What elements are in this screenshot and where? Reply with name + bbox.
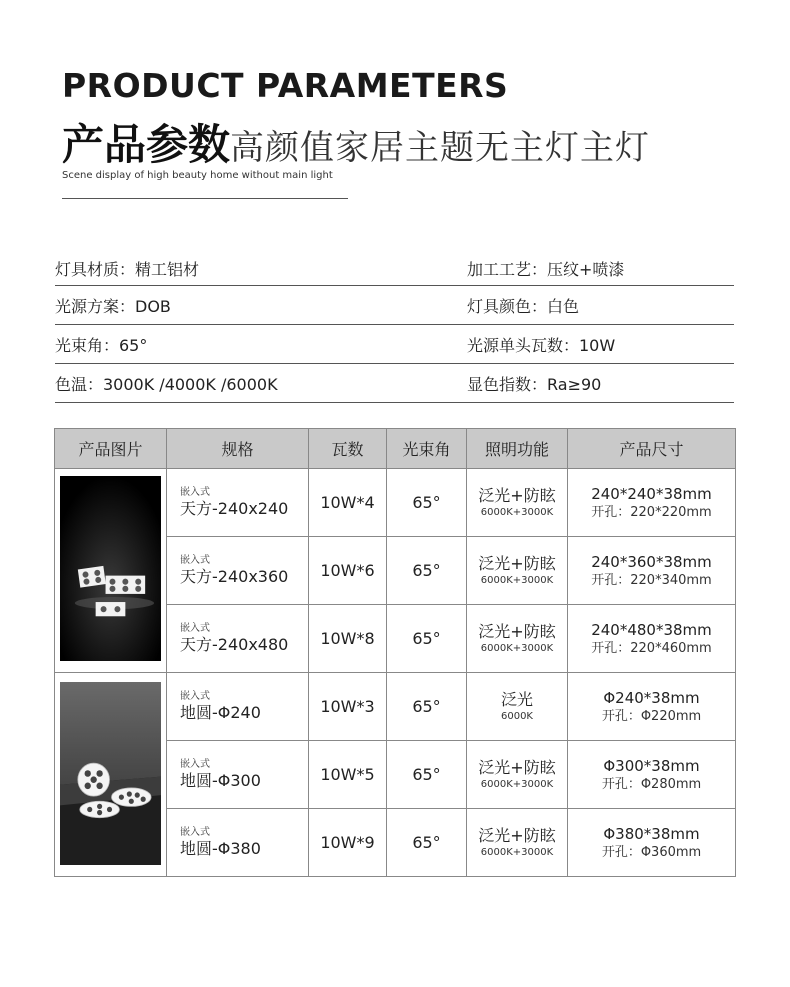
product-size: Φ380*38mm — [603, 824, 700, 843]
model-name: 天方-240x360 — [180, 566, 289, 586]
watt-cell: 10W*4 — [309, 469, 387, 537]
function-cct: 6000K — [500, 710, 533, 722]
spec-beam-angle: 光束角：65° — [55, 335, 148, 355]
spec-cri: 显色指数：Ra≥90 — [467, 374, 602, 394]
size-cell — [568, 605, 736, 673]
function-cct: 6000K+3000K — [480, 574, 554, 586]
header-function: 照明功能 — [467, 429, 568, 469]
size-cell — [568, 741, 736, 809]
spec-wattage: 光源单头瓦数：10W — [467, 335, 616, 355]
angle-cell: 65° — [387, 537, 467, 605]
spec-cct: 色温：3000K /4000K /6000K — [55, 374, 278, 394]
spec-cell — [167, 537, 309, 605]
table-row — [55, 469, 736, 537]
product-image-round — [55, 673, 167, 877]
product-image-square — [55, 469, 167, 673]
spec-process: 加工工艺：压纹+喷漆 — [467, 260, 625, 279]
size-cell — [568, 469, 736, 537]
spec-material: 灯具材质：精工铝材 — [55, 260, 200, 279]
function-name: 泛光+防眩 — [478, 621, 556, 641]
cutout-size: 开孔：Φ220mm — [601, 708, 702, 724]
model-name: 地圆-Φ240 — [180, 702, 261, 722]
function-cell — [467, 673, 568, 741]
function-name: 泛光+防眩 — [478, 485, 556, 505]
header-spec: 规格 — [167, 429, 309, 469]
spec-cell — [167, 605, 309, 673]
cutout-size: 开孔：Φ280mm — [601, 776, 702, 792]
product-size: Φ240*38mm — [603, 688, 700, 707]
install-type: 嵌入式 — [180, 758, 210, 770]
product-size: 240*240*38mm — [591, 484, 712, 503]
table-header-row — [55, 429, 736, 469]
spec-row — [55, 364, 734, 403]
model-name: 天方-240x240 — [180, 498, 289, 518]
watt-cell: 10W*3 — [309, 673, 387, 741]
header-watt: 瓦数 — [309, 429, 387, 469]
spec-light-source: 光源方案：DOB — [55, 296, 171, 316]
function-name: 泛光+防眩 — [478, 757, 556, 777]
header-angle: 光束角 — [387, 429, 467, 469]
spec-list — [55, 252, 734, 403]
title-chinese-light: 高颜值家居主题无主灯主灯 — [230, 128, 651, 168]
function-cell — [467, 605, 568, 673]
spec-row — [55, 252, 734, 286]
function-cell — [467, 809, 568, 877]
watt-cell: 10W*9 — [309, 809, 387, 877]
spec-cell — [167, 809, 309, 877]
install-type: 嵌入式 — [180, 690, 210, 702]
title-chinese — [62, 112, 650, 172]
function-name: 泛光 — [500, 689, 533, 709]
table-row — [55, 673, 736, 741]
spec-cell — [167, 469, 309, 537]
spec-row — [55, 325, 734, 364]
cutout-size: 开孔：220*460mm — [591, 640, 712, 656]
install-type: 嵌入式 — [180, 486, 210, 498]
angle-cell: 65° — [387, 741, 467, 809]
function-name: 泛光+防眩 — [478, 553, 556, 573]
size-cell — [568, 809, 736, 877]
product-size: 240*480*38mm — [591, 620, 712, 639]
function-cct: 6000K+3000K — [480, 778, 554, 790]
subtitle: Scene display of high beauty home without main light — [62, 170, 333, 181]
spec-row — [55, 286, 734, 325]
watt-cell: 10W*6 — [309, 537, 387, 605]
title-divider — [62, 198, 348, 199]
product-size: 240*360*38mm — [591, 552, 712, 571]
function-cell — [467, 741, 568, 809]
function-cell — [467, 469, 568, 537]
angle-cell: 65° — [387, 605, 467, 673]
install-type: 嵌入式 — [180, 622, 210, 634]
parameters-table — [54, 428, 736, 877]
spec-color: 灯具颜色：白色 — [467, 296, 580, 316]
header-size: 产品尺寸 — [568, 429, 736, 469]
function-cct: 6000K+3000K — [480, 506, 554, 518]
watt-cell: 10W*5 — [309, 741, 387, 809]
round-lights-photo — [60, 682, 161, 865]
angle-cell: 65° — [387, 673, 467, 741]
function-cell — [467, 537, 568, 605]
install-type: 嵌入式 — [180, 826, 210, 838]
model-name: 天方-240x480 — [180, 634, 289, 654]
size-cell — [568, 673, 736, 741]
square-lights-photo — [60, 476, 161, 661]
install-type: 嵌入式 — [180, 554, 210, 566]
function-name: 泛光+防眩 — [478, 825, 556, 845]
product-size: Φ300*38mm — [603, 756, 700, 775]
angle-cell: 65° — [387, 469, 467, 537]
spec-cell — [167, 673, 309, 741]
cutout-size: 开孔：220*220mm — [591, 504, 712, 520]
header-image: 产品图片 — [55, 429, 167, 469]
title-english: PRODUCT PARAMETERS — [62, 66, 509, 105]
function-cct: 6000K+3000K — [480, 642, 554, 654]
title-chinese-bold: 产品参数 — [62, 120, 231, 169]
cutout-size: 开孔：Φ360mm — [601, 844, 702, 860]
angle-cell: 65° — [387, 809, 467, 877]
function-cct: 6000K+3000K — [480, 846, 554, 858]
size-cell — [568, 537, 736, 605]
cutout-size: 开孔：220*340mm — [591, 572, 712, 588]
model-name: 地圆-Φ300 — [180, 770, 261, 790]
watt-cell: 10W*8 — [309, 605, 387, 673]
spec-cell — [167, 741, 309, 809]
model-name: 地圆-Φ380 — [180, 838, 261, 858]
